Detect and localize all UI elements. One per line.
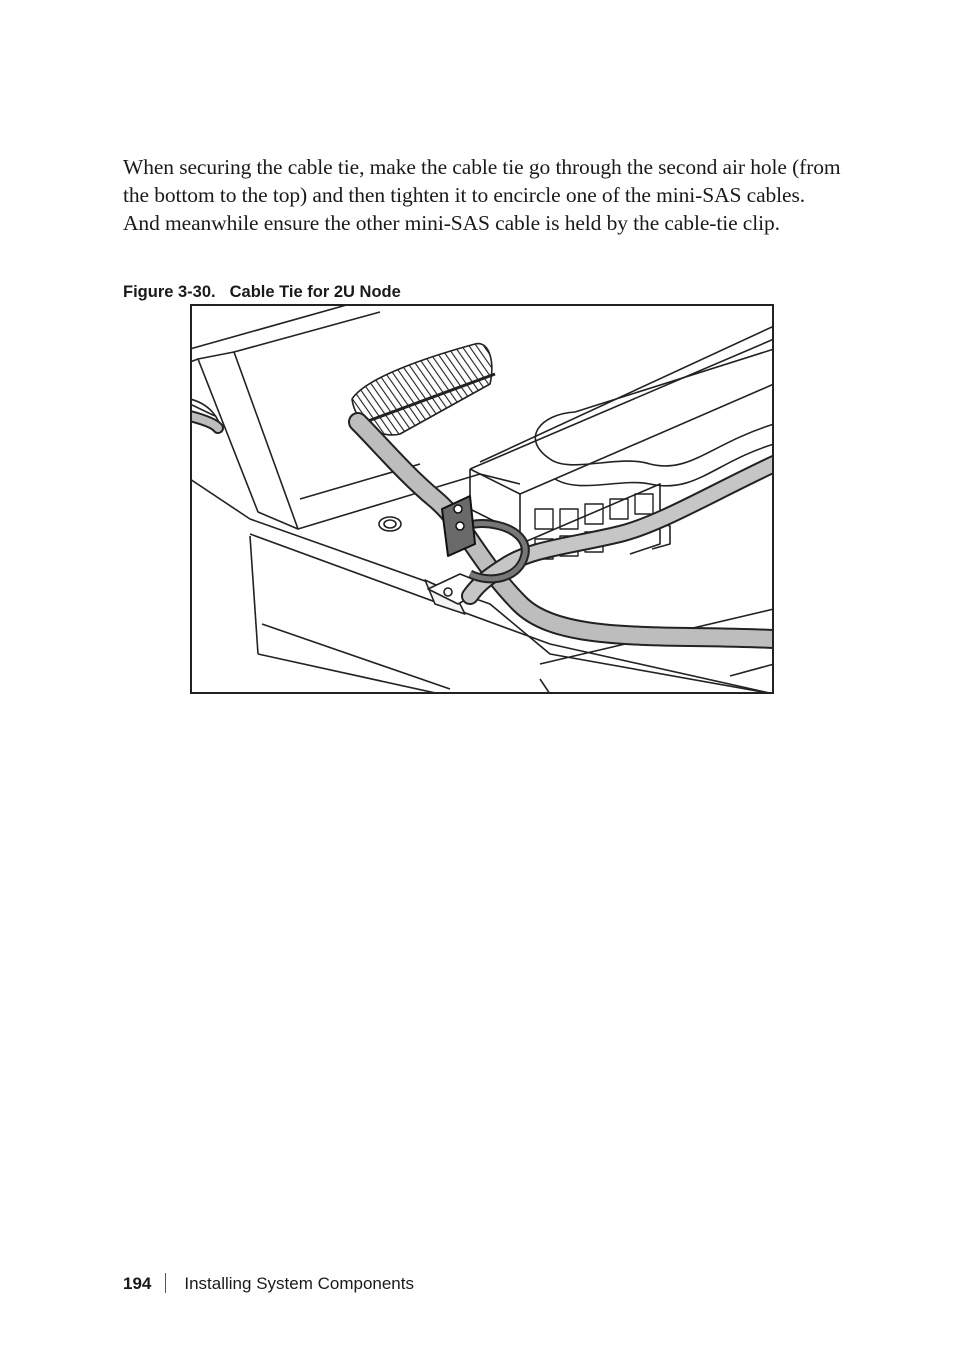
figure-caption (123, 281, 401, 303)
mini-sas-cable-a (358, 422, 774, 639)
body-paragraph: When securing the cable tie, make the cable tie go through the second air hole (from the bottom to the top) and then tighten it to encircle one of the mini-SAS cables. And meanwhile ensure the other mini-SAS cable is held by the cable-tie clip. (123, 155, 841, 235)
page-footer (123, 1272, 414, 1296)
chassis-blade (198, 352, 298, 529)
cable-channel (535, 349, 774, 466)
vent-panel (352, 344, 492, 435)
figure-title: Cable Tie for 2U Node (229, 283, 401, 301)
footer-section-title: Installing System Components (184, 1274, 414, 1293)
figure-label: Figure 3-30. (123, 283, 216, 301)
footer-separator (165, 1273, 166, 1293)
figure-cable-tie-illustration (190, 304, 774, 694)
page-number: 194 (123, 1274, 152, 1293)
air-hole (379, 517, 401, 531)
